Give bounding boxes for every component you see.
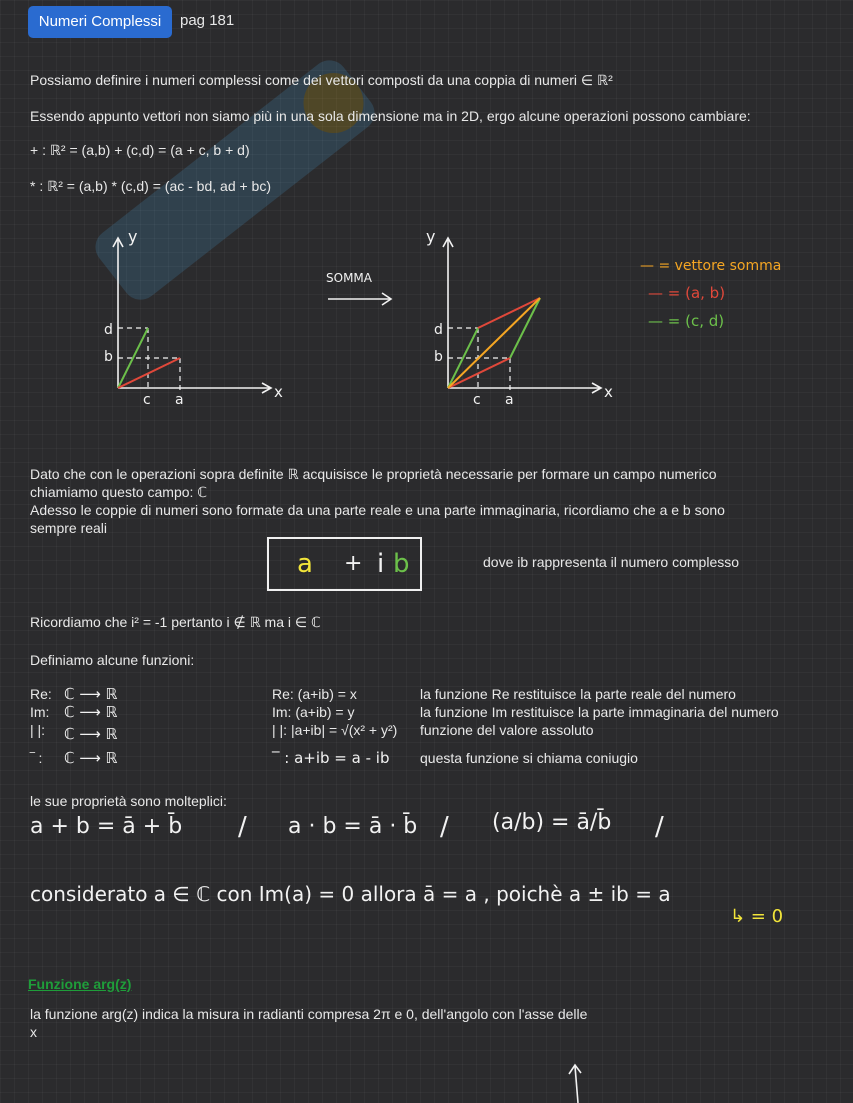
legend-ab: — = (a, b) [648,284,726,302]
left-a-label: a [175,392,184,408]
arg-description-1: la funzione arg(z) indica la misura in radianti compresa 2π e 0, dell'angolo con l'asse delle [30,1006,588,1022]
properties-intro: le sue proprietà sono molteplici: [30,793,227,809]
left-c-label: c [143,392,151,408]
function-map: ℂ ⟶ ℝ [64,725,118,743]
pairs-line-1: Adesso le coppie di numeri sono formate da una parte reale e una parte immaginaria, ricordiamo che a e b sono [30,502,725,518]
right-c-label: c [473,392,481,408]
right-y-label: y [426,227,436,246]
vector-ab-right [448,358,510,388]
partial-arrow-icon [560,1062,590,1103]
property-quotient: (a/b) = ā/b̄ [492,810,612,835]
left-y-label: y [128,227,138,246]
somma-arrow [328,293,391,305]
function-def: | |: |a+ib| = √(x² + y²) [272,722,398,738]
right-a-label: a [505,392,514,408]
legend-sum: — = vettore somma [640,258,782,274]
sum-definition: + : ℝ² = (a,b) + (c,d) = (a + c, b + d) [30,142,250,158]
function-def: Re: (a+ib) = x [272,686,357,702]
field-line-2: chiamiamo questo campo: ℂ [30,484,208,500]
function-name: ‾ : [30,750,43,766]
function-map: ℂ ⟶ ℝ [64,685,118,703]
property-separator-3: / [655,812,664,842]
function-name: Re: [30,686,52,702]
real-conjugate-note: considerato a ∈ ℂ con Im(a) = 0 allora ā = a , poichè a ± ib = a [30,882,671,906]
property-sum: a + b = ā + b̄ [30,814,183,839]
function-row-im [30,704,830,724]
intro-line-2: Essendo appunto vettori non siamo più in una sola dimensione ma in 2D, ergo alcune operazioni possono cambiare: [30,108,751,124]
vector-sum-diagram [0,220,853,420]
left-b-label: b [104,349,113,365]
functions-table [30,686,830,770]
vector-ab-left [118,358,180,388]
left-dashed-guides [118,328,180,390]
page-reference: pag 181 [180,12,235,29]
zero-arrow-note: ↳ = 0 [730,906,784,927]
property-separator-1: / [238,812,247,842]
complex-form-note: dove ib rappresenta il numero complesso [483,554,740,570]
function-desc: la funzione Im restituisce la parte immaginaria del numero [420,704,779,720]
property-separator-2: / [440,812,449,842]
property-product: a · b = ā · b̄ [288,814,418,839]
legend-cd: — = (c, d) [648,312,725,330]
function-desc: questa funzione si chiama coniugio [420,750,638,766]
product-definition: * : ℝ² = (a,b) * (c,d) = (ac - bd, ad + bc) [30,178,272,194]
function-row-re [30,686,830,706]
box-a: a [297,549,313,579]
function-row-conj [30,750,830,770]
function-map: ℂ ⟶ ℝ [64,749,118,767]
left-d-label: d [104,322,113,338]
function-desc: la funzione Re restituisce la parte reale del numero [420,686,736,702]
arg-section-title[interactable]: Funzione arg(z) [28,976,132,992]
define-line: Definiamo alcune funzioni: [30,652,195,668]
right-d-label: d [434,322,443,338]
function-name: | |: [30,722,46,738]
box-b: b [393,549,410,579]
box-plus: + [344,551,363,576]
vector-ab-translated [478,298,540,328]
intro-line-1: Possiamo definire i numeri complessi come dei vettori composti da una coppia di numeri ∈ ℝ² [30,72,613,88]
pairs-line-2: sempre reali [30,520,108,536]
right-x-label: x [604,383,613,401]
somma-label: SOMMA [326,271,372,285]
left-x-label: x [274,383,283,401]
recall-line: Ricordiamo che i² = -1 pertanto i ∉ ℝ ma i ∈ ℂ [30,614,321,630]
vector-sum [448,298,540,388]
left-axes [113,238,271,393]
vector-cd-translated [510,298,540,358]
title-tag: Numeri Complessi [28,6,172,38]
function-def: ‾ : a+ib = a - ib [272,749,390,767]
right-b-label: b [434,349,443,365]
function-name: Im: [30,704,50,720]
field-line-1: Dato che con le operazioni sopra definite ℝ acquisisce le proprietà necessarie per formare un campo numerico [30,466,717,482]
function-map: ℂ ⟶ ℝ [64,703,118,721]
function-desc: funzione del valore assoluto [420,722,594,738]
function-row-abs [30,722,830,742]
complex-form-box [267,537,422,591]
box-i: i [377,549,385,579]
function-def: Im: (a+ib) = y [272,704,355,720]
arg-description-2: x [30,1024,37,1040]
